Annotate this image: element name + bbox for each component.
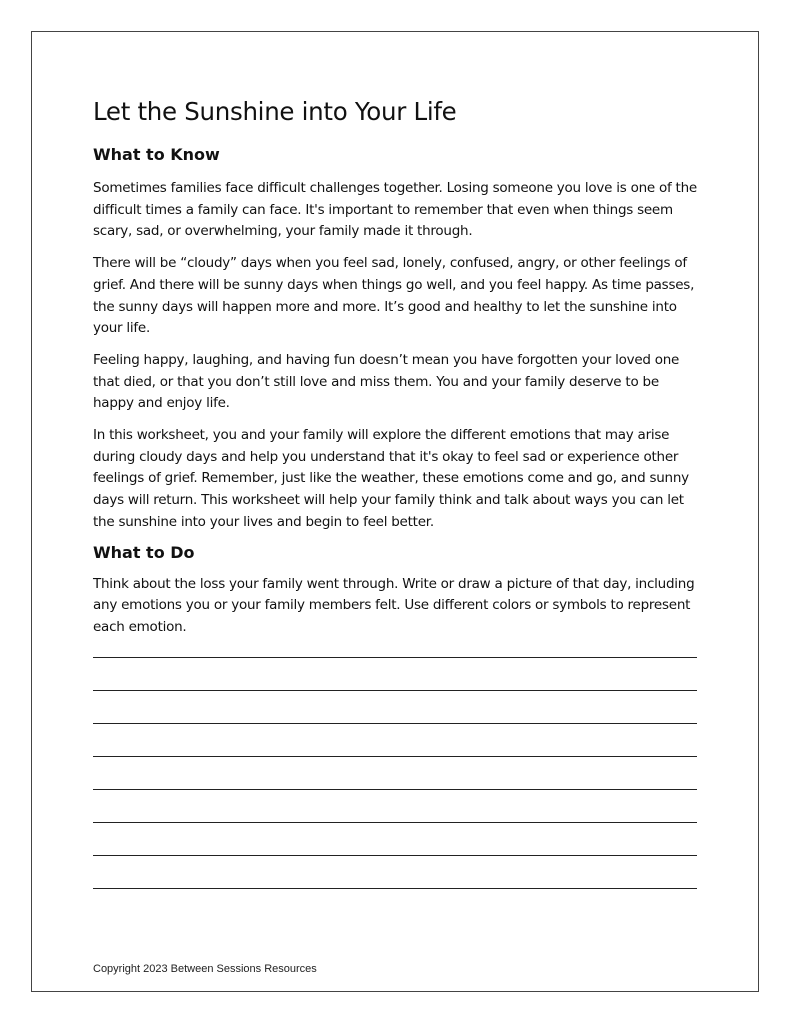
writing-line[interactable]: [93, 657, 697, 658]
paragraph-instructions: Think about the loss your family went through. Write or draw a picture of that day, including any emotions you or your family members felt. Use different colors or symbols to represent each emotion.: [93, 575, 695, 635]
writing-line[interactable]: [93, 723, 697, 724]
page-title: Let the Sunshine into Your Life: [93, 97, 457, 126]
worksheet-content: [93, 94, 703, 921]
writing-line[interactable]: [93, 855, 697, 856]
writing-line[interactable]: [93, 690, 697, 691]
writing-line[interactable]: [93, 756, 697, 757]
writing-area[interactable]: [93, 657, 703, 889]
paragraph-2: There will be “cloudy” days when you feel sad, lonely, confused, angry, or other feelings of grief. And there will be sunny days when things go well, and you feel happy. As time passes, the sunny days will happen more and more. It’s good and healthy to let the sunshine into your life.: [93, 255, 695, 337]
paragraph-3: Feeling happy, laughing, and having fun doesn’t mean you have forgotten your loved one that died, or that you don’t still love and miss them. You and your family deserve to be happy and enjoy life.: [93, 351, 680, 412]
writing-line[interactable]: [93, 789, 697, 790]
paragraph-1: Sometimes families face difficult challenges together. Losing someone you love is one of the difficult times a family can face. It's important to remember that even when things seem scary, sad, or overwhelming, your family made it through.: [93, 180, 697, 240]
writing-line[interactable]: [93, 888, 697, 889]
section-heading-what-to-know: What to Know: [93, 145, 220, 164]
paragraph-4: In this worksheet, you and your family will explore the different emotions that may arise during cloudy days and help you understand that it's okay to feel sad or experience other feelings of grief. Remember, just like the weather, these emotions come and go, and sunny days will return. This worksheet will help your family think and talk about ways you can let the sunshine into your lives and begin to feel better.: [93, 427, 689, 530]
section-heading-what-to-do: What to Do: [93, 542, 195, 562]
writing-line[interactable]: [93, 822, 697, 823]
copyright-footer: Copyright 2023 Between Sessions Resources: [93, 963, 317, 975]
